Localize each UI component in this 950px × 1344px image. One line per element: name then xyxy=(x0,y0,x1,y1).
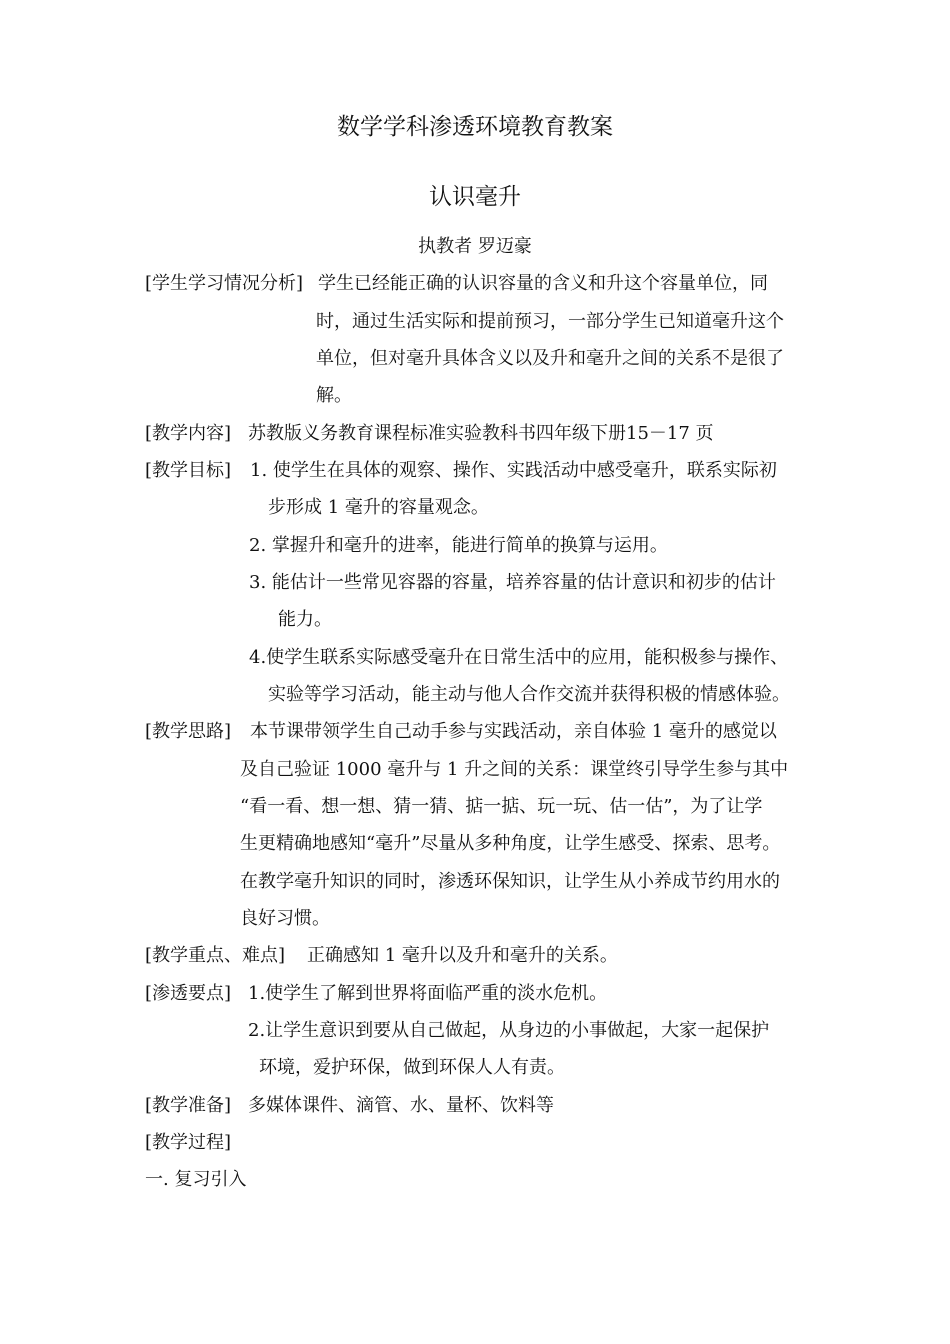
infiltration-line: 环境，爱护环保，做到环保人人有责。 xyxy=(259,1057,565,1078)
goals-line: 1. 使学生在具体的观察、操作、实践活动中感受毫升，联系实际初 xyxy=(250,460,777,481)
goals-line: 能力。 xyxy=(278,609,332,630)
analysis-line: 解。 xyxy=(316,385,352,406)
ideas-line: 生更精确地感知“毫升”尽量从多种角度，让学生感受、探索、思考。 xyxy=(240,833,781,854)
analysis-label: [学生学习情况分析] xyxy=(145,273,304,294)
content-text: 苏教版义务教育课程标准实验教科书四年级下册15－17 页 xyxy=(248,423,714,444)
goals-line: 实验等学习活动，能主动与他人合作交流并获得积极的情感体验。 xyxy=(268,684,790,705)
prep-label: [教学准备] xyxy=(145,1095,232,1116)
content-label: [教学内容] xyxy=(145,423,232,444)
analysis-line: 单位，但对毫升具体含义以及升和毫升之间的关系不是很了 xyxy=(316,348,784,369)
key-points-label: [教学重点、难点] xyxy=(145,945,286,966)
section-heading: 一. 复习引入 xyxy=(145,1169,247,1190)
goals-line: 4.使学生联系实际感受毫升在日常生活中的应用，能积极参与操作、 xyxy=(249,647,789,668)
analysis-line: 学生已经能正确的认识容量的含义和升这个容量单位，同 xyxy=(318,273,768,294)
ideas-label: [教学思路] xyxy=(145,721,232,742)
infiltration-line: 2.让学生意识到要从自己做起，从身边的小事做起，大家一起保护 xyxy=(248,1020,770,1041)
doc-author: 执教者 罗迈豪 xyxy=(418,236,532,257)
goals-line: 2. 掌握升和毫升的进率，能进行简单的换算与运用。 xyxy=(249,535,668,556)
process-label: [教学过程] xyxy=(145,1132,232,1153)
key-points-text: 正确感知 1 毫升以及升和毫升的关系。 xyxy=(307,945,618,966)
prep-text: 多媒体课件、滴管、水、量杯、饮料等 xyxy=(248,1095,554,1116)
ideas-line: 在教学毫升知识的同时，渗透环保知识，让学生从小养成节约用水的 xyxy=(240,871,780,892)
doc-title: 数学学科渗透环境教育教案 xyxy=(337,114,613,140)
goals-line: 步形成 1 毫升的容量观念。 xyxy=(268,497,489,518)
ideas-line: 良好习惯。 xyxy=(240,908,330,929)
goals-label: [教学目标] xyxy=(145,460,232,481)
infiltration-line: 1.使学生了解到世界将面临严重的淡水危机。 xyxy=(248,983,608,1004)
ideas-line: 本节课带领学生自己动手参与实践活动，亲自体验 1 毫升的感觉以 xyxy=(250,721,777,742)
ideas-line: “看一看、想一想、猜一猜、掂一掂、玩一玩、估一估”，为了让学 xyxy=(240,796,763,817)
ideas-line: 及自己验证 1000 毫升与 1 升之间的关系：课堂终引导学生参与其中 xyxy=(240,759,789,780)
doc-subtitle: 认识毫升 xyxy=(429,184,521,210)
analysis-line: 时，通过生活实际和提前预习，一部分学生已知道毫升这个 xyxy=(316,311,784,332)
infiltration-label: [渗透要点] xyxy=(145,983,232,1004)
goals-line: 3. 能估计一些常见容器的容量，培养容量的估计意识和初步的估计 xyxy=(249,572,776,593)
